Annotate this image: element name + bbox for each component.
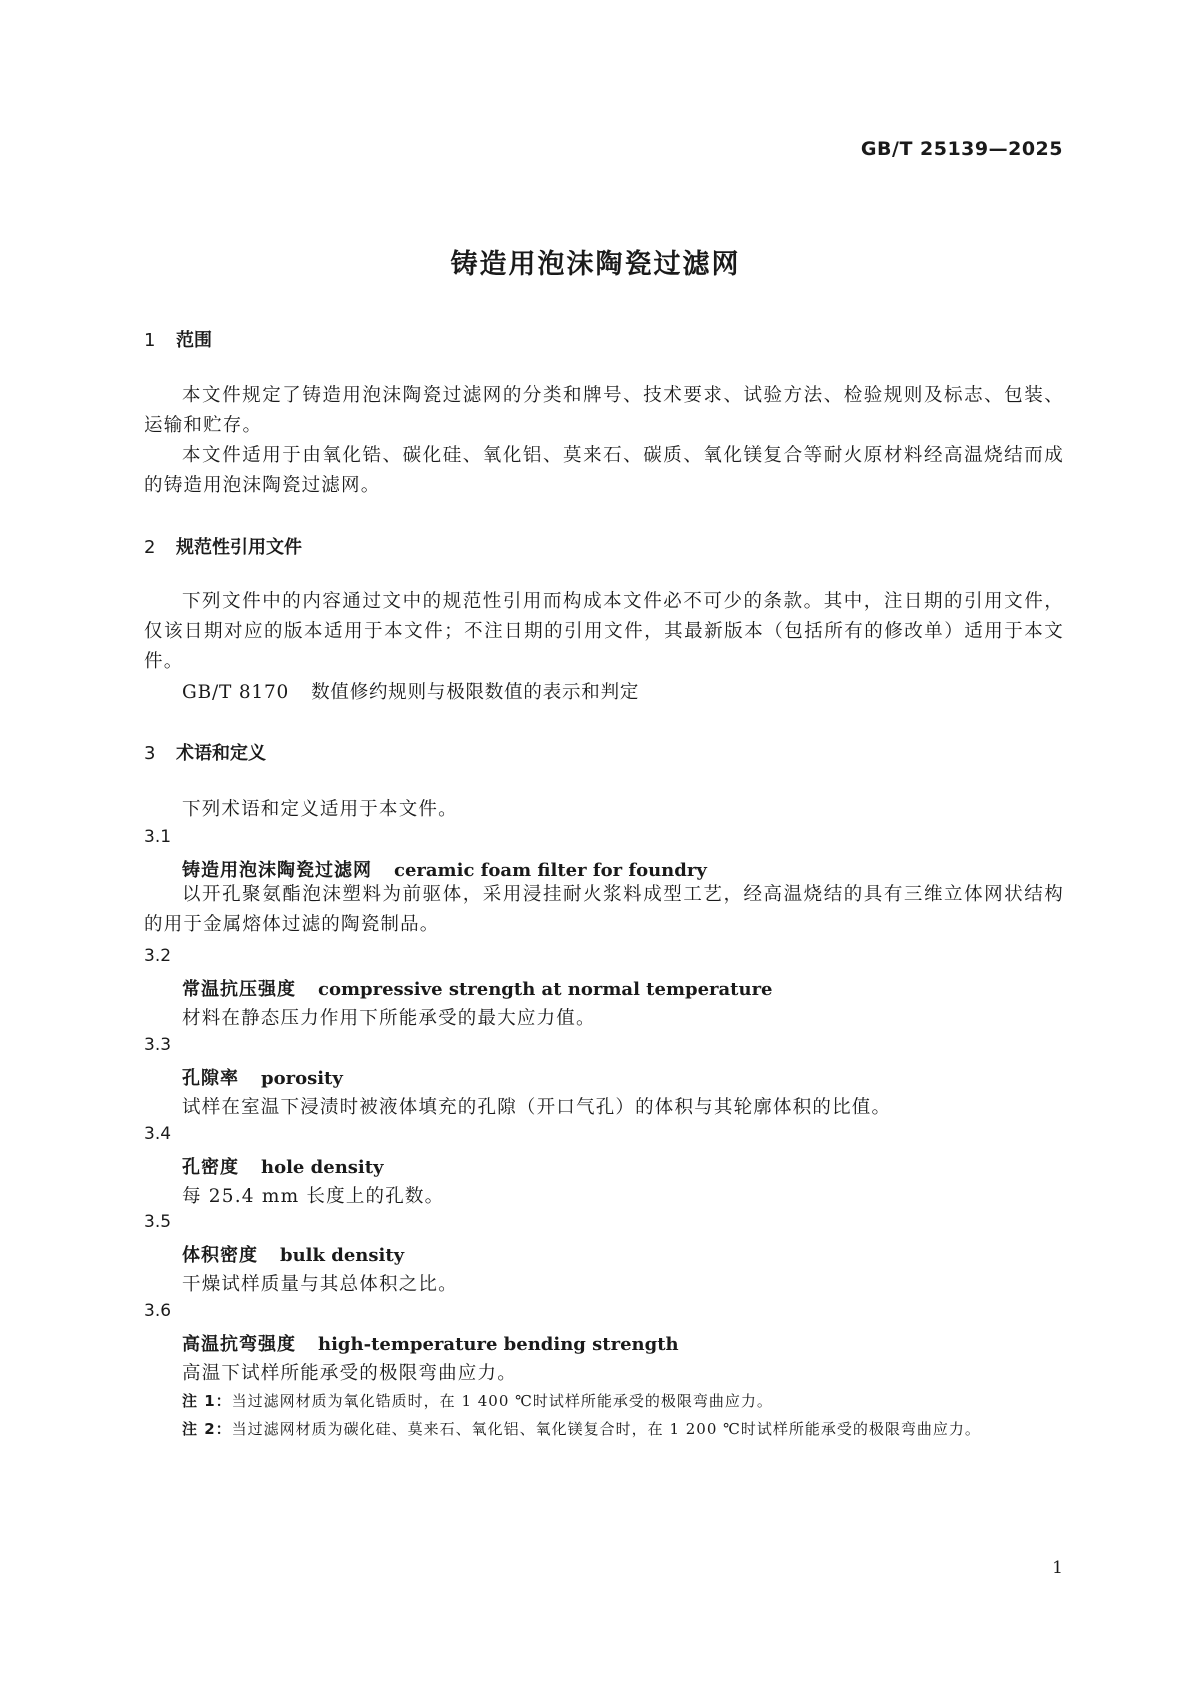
term-entry [182,1064,343,1090]
term-english: hole density [261,1157,384,1178]
term-english: porosity [261,1068,343,1089]
term-chinese: 高温抗弯强度 [182,1334,296,1355]
note-1 [182,1390,773,1411]
term-chinese: 孔密度 [182,1157,239,1178]
note-label: 注 1： [182,1392,232,1410]
section-title: 规范性引用文件 [176,537,302,558]
term-definition: 高温下试样所能承受的极限弯曲应力。 [182,1363,517,1384]
scope-paragraph-2: 本文件适用于由氧化锆、碳化硅、氧化铝、莫来石、碳质、氧化镁复合等耐火原材料经高温烧结而成的铸造用泡沫陶瓷过滤网。 [144,445,1064,496]
term-definition: 每 25.4 mm 长度上的孔数。 [182,1186,445,1207]
term-english: bulk density [280,1245,405,1266]
note-label: 注 2： [182,1420,232,1438]
term-definition: 以开孔聚氨酯泡沫塑料为前驱体，采用浸挂耐火浆料成型工艺，经高温烧结的具有三维立体网状结构的用于金属熔体过滤的陶瓷制品。 [144,884,1064,935]
reference-title: 数值修约规则与极限数值的表示和判定 [311,682,640,703]
term-entry [182,1241,404,1267]
term-number: 3.3 [144,1035,172,1055]
note-2 [182,1418,981,1439]
section-number: 1 [144,330,156,351]
term-entry [182,856,707,882]
term-chinese: 铸造用泡沫陶瓷过滤网 [182,860,372,881]
term-number: 3.6 [144,1301,172,1321]
note-text: 当过滤网材质为氧化锆质时，在 1 400 ℃时试样所能承受的极限弯曲应力。 [231,1392,773,1410]
term-chinese: 孔隙率 [182,1068,239,1089]
term-number: 3.2 [144,946,172,966]
section-number: 3 [144,743,156,764]
reference-code: GB/T 8170 [182,682,290,703]
normative-references-paragraph: 下列文件中的内容通过文中的规范性引用而构成本文件必不可少的条款。其中，注日期的引用文件，仅该日期对应的版本适用于本文件；不注日期的引用文件，其最新版本（包括所有的修改单）适用于本文件。 [144,591,1064,672]
term-definition: 干燥试样质量与其总体积之比。 [182,1274,458,1295]
terms-intro: 下列术语和定义适用于本文件。 [182,799,458,820]
section-title: 范围 [176,330,212,351]
section-number: 2 [144,537,156,558]
term-english: ceramic foam filter for foundry [394,860,707,881]
term-entry [182,1153,384,1179]
term-entry [182,1330,679,1356]
term-number: 3.1 [144,827,172,847]
page-number: 1 [1052,1558,1063,1578]
reference-item [182,678,639,704]
section-1-heading [144,326,212,352]
scope-paragraph-1: 本文件规定了铸造用泡沫陶瓷过滤网的分类和牌号、技术要求、试验方法、检验规则及标志、包装、运输和贮存。 [144,385,1064,436]
term-english: high-temperature bending strength [318,1334,679,1355]
term-chinese: 常温抗压强度 [182,979,296,1000]
standard-code: GB/T 25139—2025 [860,138,1063,160]
note-text: 当过滤网材质为碳化硅、莫来石、氧化铝、氧化镁复合时，在 1 200 ℃时试样所能承受的极限弯曲应力。 [231,1420,981,1438]
term-definition: 材料在静态压力作用下所能承受的最大应力值。 [182,1008,596,1029]
term-definition: 试样在室温下浸渍时被液体填充的孔隙（开口气孔）的体积与其轮廓体积的比值。 [182,1097,892,1118]
section-3-heading [144,739,266,765]
document-title: 铸造用泡沫陶瓷过滤网 [450,249,741,280]
term-entry [182,975,773,1001]
section-2-heading [144,533,302,559]
term-english: compressive strength at normal temperature [318,979,773,1000]
term-number: 3.5 [144,1212,172,1232]
term-chinese: 体积密度 [182,1245,258,1266]
section-title: 术语和定义 [176,743,266,764]
term-number: 3.4 [144,1124,172,1144]
